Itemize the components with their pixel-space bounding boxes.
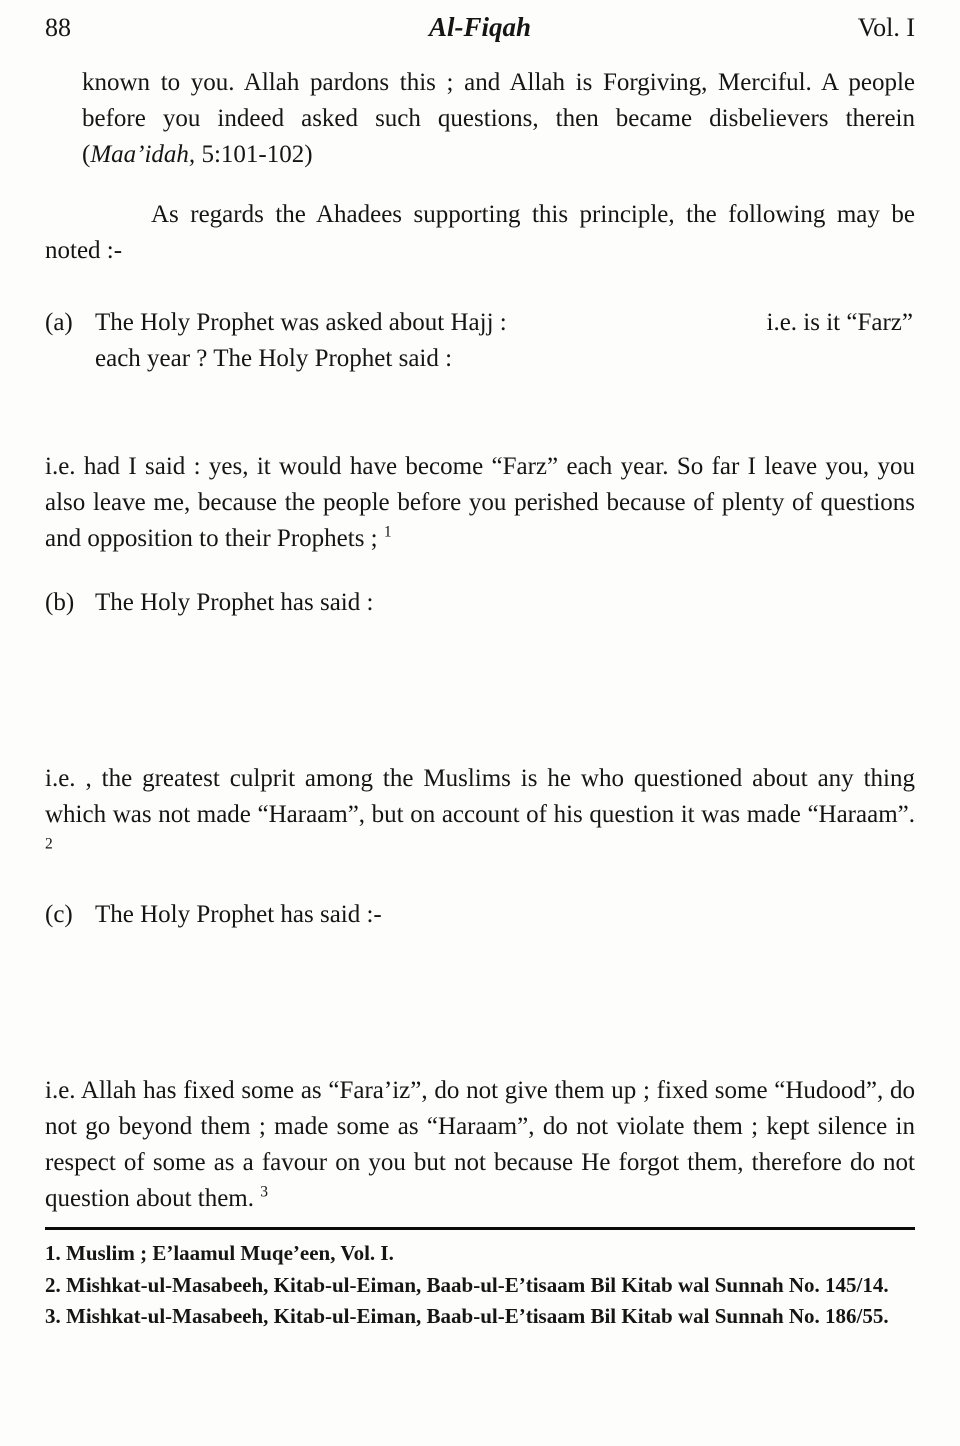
translation-c-paragraph [45,1073,915,1217]
item-a-line2: each year ? The Holy Prophet said : [95,345,453,372]
footnotes-section [45,1238,915,1333]
footnote-ref-2: 2 [45,835,53,853]
hadith-item-c [45,897,915,933]
footnote-1: 1. Muslim ; E’laamul Muqe’een, Vol. I. [45,1241,394,1265]
book-title: Al-Fiqah [428,12,532,42]
item-a-label: (a) [45,309,73,336]
footnote-divider [45,1227,915,1230]
translation-a-text: i.e. had I said : yes, it would have become “Farz” each year. So far I leave you, you also leave me, because the people before you perished because of plenty of questions and opposition to their Prophets ; [45,453,915,552]
item-b-text: The Holy Prophet has said : [95,589,374,616]
page-number: 88 [45,13,71,42]
quote-continuation-paragraph [82,65,915,173]
intro-paragraph: As regards the Ahadees supporting this principle, the following may be noted :- [45,201,915,264]
volume-label: Vol. I [857,13,915,42]
footnote-ref-1: 1 [383,523,392,541]
item-a-line1 [45,305,915,341]
footnote-ref-3: 3 [260,1183,268,1201]
quote-text-italic: Maa’idah, [90,141,196,168]
translation-a-paragraph [45,449,915,557]
translation-b-paragraph [45,761,915,869]
hadith-item-a [45,305,915,377]
item-c-label: (c) [45,901,73,928]
footnote-2: 2. Mishkat-ul-Masabeeh, Kitab-ul-Eiman, Baab-ul-E’tisaam Bil Kitab wal Sunnah No. 145/14. [45,1272,889,1297]
item-c-text: The Holy Prophet has said :- [95,901,382,928]
translation-c-text: i.e. Allah has fixed some as “Fara’iz”, do not give them up ; fixed some “Hudood”, do not go beyond them ; made some as “Haraam”, do not violate them ; kept silence in respect of some as a favour on you but not because He forgot them, therefore do not question about them. [45,1077,915,1212]
quote-text-post: 5:101-102) [195,141,313,168]
translation-b-text: i.e. , the greatest culprit among the Muslims is he who questioned about any thing which was not made “Haraam”, but on account of his question it was made “Haraam”. [45,765,915,828]
item-a-question: The Holy Prophet was asked about Hajj : [95,309,507,336]
hadith-item-b [45,585,915,621]
page-header [45,12,915,43]
item-a-gloss: i.e. is it “Farz” [766,309,913,336]
quote-text-pre: known to you. Allah pardons this ; and Allah is Forgiving, Merciful. A people before you indeed asked such questions, then became disbelievers therein ( [82,69,915,168]
item-b-label: (b) [45,589,75,616]
footnote-3: 3. Mishkat-ul-Masabeeh, Kitab-ul-Eiman, Baab-ul-E’tisaam Bil Kitab wal Sunnah No. 186/55. [45,1304,889,1328]
